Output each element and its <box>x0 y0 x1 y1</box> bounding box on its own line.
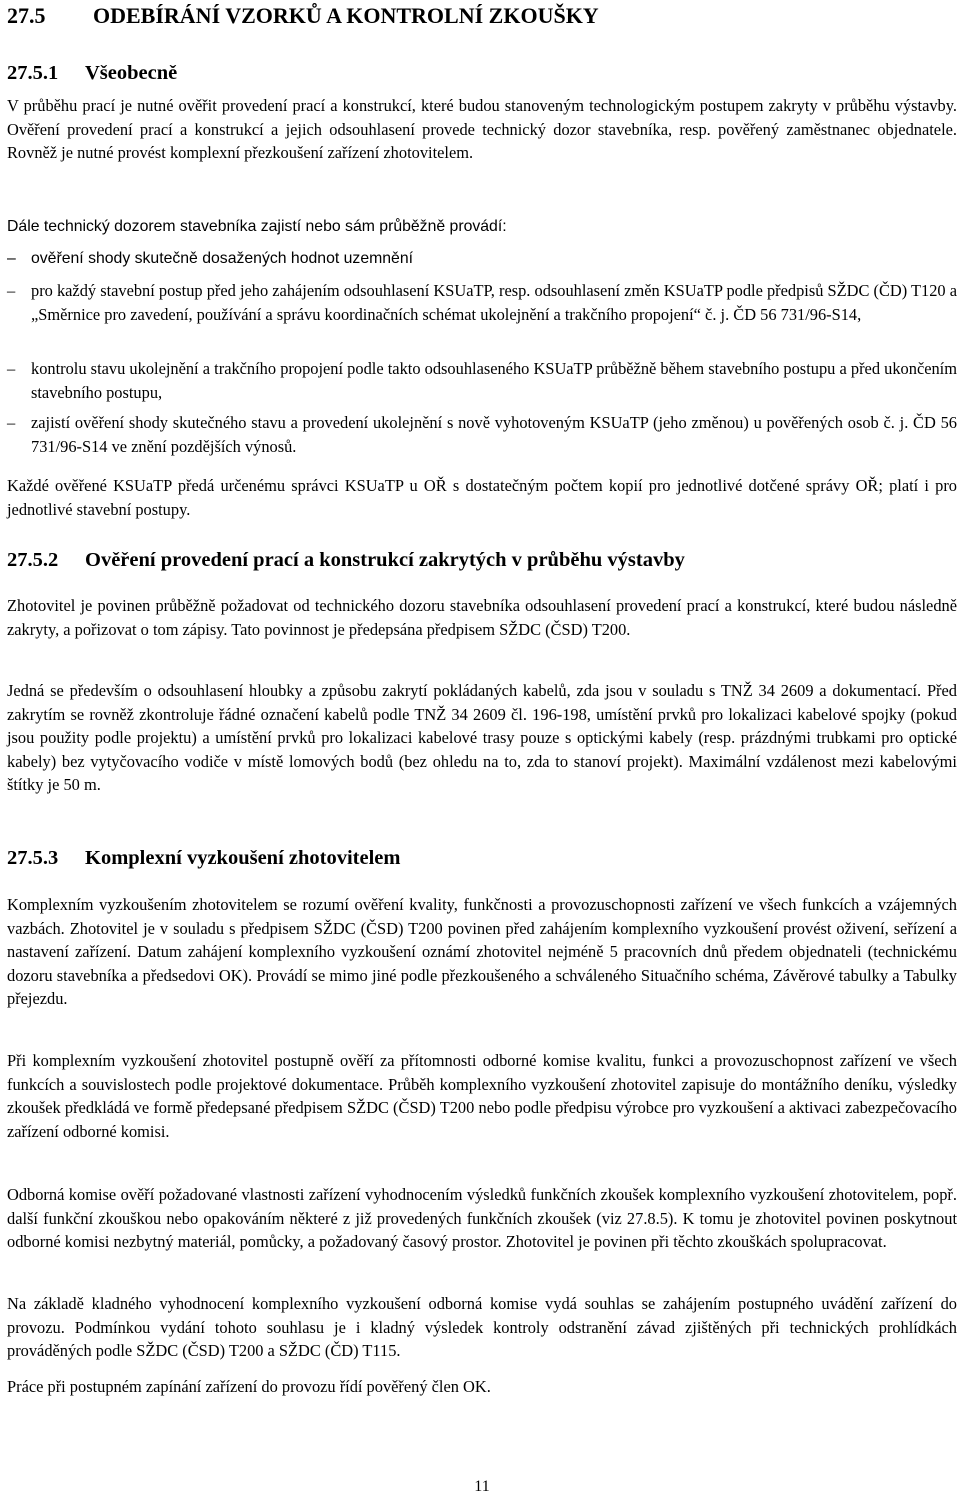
subsection-heading-2 <box>7 549 685 572</box>
paragraph: Při komplexním vyzkoušení zhotovitel postupně ověří za přítomnosti odborné komise kvalitu, funkci a provozuschopnost zařízení ve všech funkcích a souvislostech podle projektové dokumentace. Průběh komplexního vyzkoušení zhotovitel zapisuje do montážního deníku, výsledky zkoušek předkládá ve formě předepsané předpisem SŽDC (ČSD) T200 nebo podle předpisu výrobce pro vyzkoušení a aktivaci zabezpečovacího zařízení odborné komisi. <box>7 1051 957 1141</box>
paragraph: Odborná komise ověří požadované vlastnosti zařízení vyhodnocením výsledků funkčních zkoušek komplexního vyzkoušení zhotovitelem, popř. další funkční zkouškou nebo opakováním některé z již provedených funkčních zkoušek (viz 27.8.5). K tomu je zhotovitel povinen poskytnout odborné komisi nezbytný materiál, pomůcky, a požadovaný časový prostor. Zhotovitel je povinen při těchto zkouškách spolupracovat. <box>7 1185 957 1252</box>
subsection-number: 27.5.1 <box>7 62 59 84</box>
dash-bullet-icon: – <box>7 281 16 300</box>
page-number: 11 <box>474 1478 490 1495</box>
list-item-text: ověření shody skutečně dosažených hodnot uzemnění <box>31 250 414 267</box>
dash-bullet-icon: – <box>7 359 16 378</box>
paragraph: Dále technický dozorem stavebníka zajistí nebo sám průběžně provádí: <box>7 218 507 235</box>
paragraph: Každé ověřené KSUaTP předá určenému správci KSUaTP u OŘ s dostatečným počtem kopií pro jednotlivé dotčené správy OŘ; platí i pro jednotlivé stavební postupy. <box>7 476 957 519</box>
paragraph: Zhotovitel je povinen průběžně požadovat od technického dozoru stavebníka odsouhlasení provedení prací a konstrukcí, které budou následně zakryty, a pořizovat o tom zápisy. Tato povinnost je předepsána předpisem SŽDC (ČSD) T200. <box>7 596 957 639</box>
list-item-text: zajistí ověření shody skutečného stavu a provedení ukolejnění s nově vyhotoveným KSUaTP (jeho změnou) u pověřených osob č. j. ČD 56 731/96-S14 ve znění pozdějších výnosů. <box>31 413 957 456</box>
section-number: 27.5 <box>7 3 46 28</box>
paragraph: Práce při postupném zapínání zařízení do provozu řídí pověřený člen OK. <box>7 1377 491 1396</box>
subsection-heading-1 <box>7 62 177 85</box>
list-item <box>7 411 957 458</box>
subsection-title: Komplexní vyzkoušení zhotovitelem <box>85 847 401 869</box>
subsection-title: Ověření provedení prací a konstrukcí zakrytých v průběhu výstavby <box>85 549 685 571</box>
subsection-title: Všeobecně <box>85 62 178 84</box>
section-heading <box>7 3 599 29</box>
paragraph: Na základě kladného vyhodnocení komplexního vyzkoušení odborná komise vydá souhlas se zahájením postupného uvádění zařízení do provozu. Podmínkou vydání tohoto souhlasu je i kladný výsledek kontroly odstranění závad zjištěných při technických prohlídkách prováděných podle SŽDC (ČSD) T200 a SŽDC (ČD) T115. <box>7 1294 957 1361</box>
list-item-text: kontrolu stavu ukolejnění a trakčního propojení podle takto odsouhlaseného KSUaTP průběžně během stavebního postupu a před ukončením stavebního postupu, <box>31 359 957 402</box>
dash-bullet-icon: – <box>7 413 16 432</box>
dash-bullet-icon: – <box>7 250 16 267</box>
paragraph: Jedná se především o odsouhlasení hloubky a způsobu zakrytí pokládaných kabelů, zda jsou v souladu s TNŽ 34 2609 a dokumentací. Před zakrytím se rovněž zkontroluje řádné označení kabelů podle TNŽ 34 2609 čl. 196-198, umístění prvků pro lokalizaci kabelové spojky (pokud jsou použity podle projektu) a umístění prvků pro lokalizaci kabelové trasy pouze s optickými kabely (resp. prázdnými trubkami pro optické kabely) bez vytyčovacího vodiče v místě lomových bodů (bez ohledu na to, zda to stanoví projekt). Maximální vzdálenost mezi kabelovými štítky je 50 m. <box>7 681 957 795</box>
subsection-number: 27.5.3 <box>7 847 59 869</box>
list-item <box>7 279 957 326</box>
list-item <box>7 357 957 404</box>
list-item <box>7 247 957 271</box>
section-title: ODEBÍRÁNÍ VZORKŮ A KONTROLNÍ ZKOUŠKY <box>93 3 599 28</box>
paragraph: V průběhu prací je nutné ověřit provedení prací a konstrukcí, které budou stanoveným technologickým postupem zakryty v průběhu výstavby. Ověření provedení prací a konstrukcí a jejich odsouhlasení provede technický dozor stavebníka, resp. pověřený zaměstnanec objednatele. Rovněž je nutné provést komplexní přezkoušení zařízení zhotovitelem. <box>7 96 957 163</box>
paragraph: Komplexním vyzkoušením zhotovitelem se rozumí ověření kvality, funkčnosti a provozuschopnosti zařízení ve všech funkcích a vzájemných vazbách. Zhotovitel je v souladu s předpisem SŽDC (ČSD) T200 povinen před zahájením komplexního vyzkoušení provést oživení, seřízení a nastavení zařízení. Datum zahájení komplexního vyzkoušení oznámí zhotovitel nejméně 5 pracovních dnů předem objednateli (technickému dozoru stavebníka a předsedovi OK). Provádí se mimo jiné podle přezkoušeného a schváleného Situačního schéma, Závěrové tabulky a Tabulky přejezdu. <box>7 895 957 1009</box>
subsection-heading-3 <box>7 847 400 870</box>
subsection-number: 27.5.2 <box>7 549 59 571</box>
list-item-text: pro každý stavební postup před jeho zahájením odsouhlasení KSUaTP, resp. odsouhlasení změn KSUaTP podle předpisů SŽDC (ČD) T120 a „Směrnice pro zavedení, používání a správu koordinačních schémat ukolejnění a trakčního propojení“ č. j. ČD 56 731/96-S14, <box>31 281 957 324</box>
